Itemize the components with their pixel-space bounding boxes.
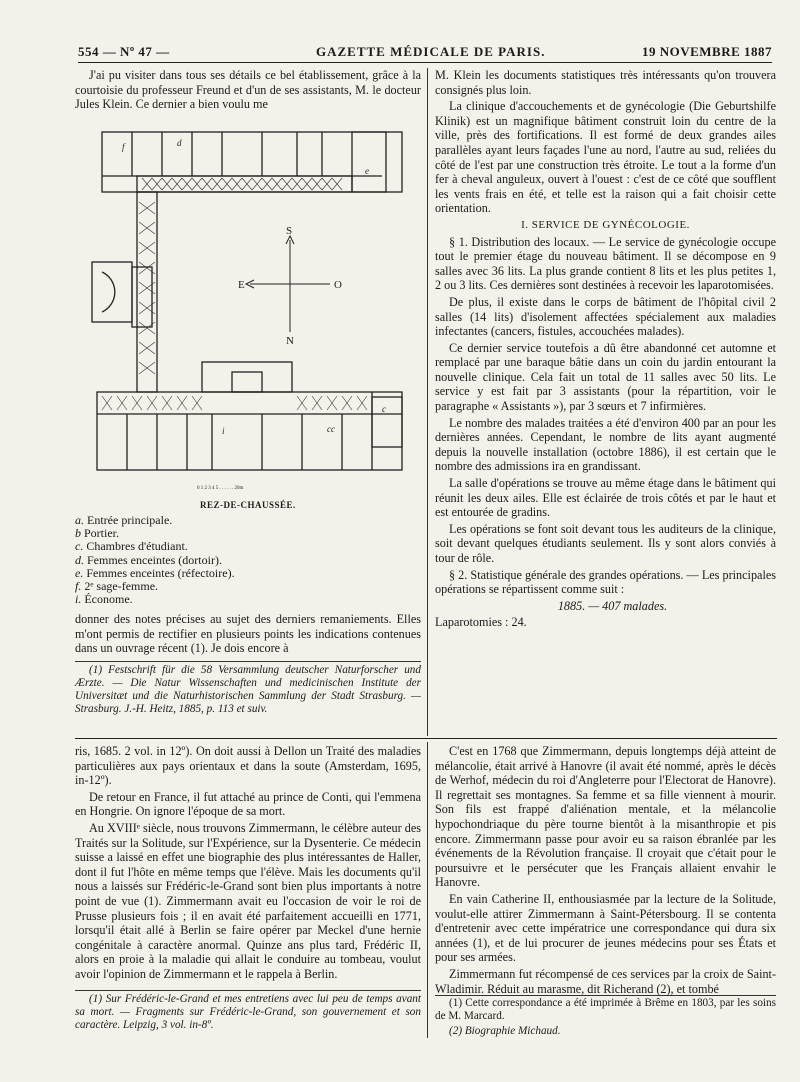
section-title: I. SERVICE DE GYNÉCOLOGIE. [521, 218, 690, 231]
legend-item-f: f. 2ᵉ sage-femme. [75, 579, 159, 594]
bottom-right-footnotes [435, 997, 776, 1040]
tr-paragraph-4: De plus, il existe dans le corps de bâtiment de l'hôpital civil 2 salles (14 lits) d'isolement affectées spécialement aux maladies infectantes (cancers, fistules, accouchées malades). [435, 294, 776, 339]
legend-item-d: d. Femmes enceintes (dortoir). [75, 552, 222, 567]
top-right-column [435, 68, 776, 632]
page-header [78, 42, 772, 64]
stat-1885: 1885. — 407 malades. [557, 598, 668, 613]
top-left-intro [75, 68, 421, 114]
compass-east: E [238, 279, 245, 291]
south-wing [97, 392, 402, 470]
bottom-left-footnote [75, 993, 421, 1034]
footnote-rule-bottom-left [75, 990, 421, 991]
stat-laparotomies: Laparotomies : 24. [435, 615, 527, 630]
compass-south: S [286, 225, 293, 237]
intro-paragraph: J'ai pu visiter dans tous ses détails ce bel établissement, grâce à la courtoisie du professeur Freund et d'un de ses assistants, M. le docteur Jules Klein. Ce dernier a bien voulu me [75, 68, 421, 112]
bl-paragraph-1: ris, 1685. 2 vol. in 12º). On doit aussi à Dellon un Traité des maladies particulières aux pays orientaux et dans la soute (Amsterdam, 1695, in-12º). [75, 744, 421, 788]
plan-scale: 0 1 2 3 4 5 . . . . . . 20m [197, 486, 244, 491]
tr-paragraph-9: § 2. Statistique générale des grandes opérations. — Les principales opérations se répartissent comme suit : [435, 567, 776, 597]
page-number-text: 554 [78, 44, 99, 59]
footnote-rule-top-left [75, 661, 421, 662]
br-footnote-2: (2) Biographie Michaud. [449, 1025, 561, 1037]
plan-caption: REZ-DE-CHAUSSÉE. [200, 500, 296, 510]
footnote-rule-bottom-right [435, 995, 776, 996]
legend-item-i: i. Économe. [75, 592, 133, 607]
tr-paragraph-5: Ce dernier service toutefois a dû être abandonné cet automne et remplacé par une baraque bâtie dans un coin du jardin entourant la nouvelle clinique. Cela fait un total de 11 salles avec 50 lits. Le service y est fait par 3 assistants (pour la répartition, voir le paragraphe « Assistants »), par 3 sœurs et 7 infirmières. [435, 340, 776, 414]
top-left-footnote [75, 664, 421, 718]
plan-label-f: f [122, 142, 125, 152]
br-paragraph-2: En vain Catherine II, enthousiasmée par la lecture de la Solitude, voulut-elle attirer Zimmermann à Saint-Pétersbourg. Il se contenta d'entretenir avec cette impératrice une correspondance qui dura six années (1), et de lui procurer de jeunes médecins pour ses États et pour ses armées. [435, 891, 776, 965]
compass-north: N [286, 335, 294, 347]
legend-item-c: c. Chambres d'étudiant. [75, 539, 188, 554]
compass-west: O [334, 279, 342, 291]
bl-paragraph-2: De retour en France, il fut attaché au prince de Conti, qui l'emmena en Hongrie. On ignore l'époque de sa mort. [75, 789, 421, 819]
top-left-after [75, 612, 421, 658]
tr-paragraph-6: Le nombre des malades traitées a été d'environ 400 par an pour les dernières années. Cependant, le nombre de lits ayant augmenté depuis la nouvelle installation (octobre 1886), il est certain que le nombre des admissions ira en grandissant. [435, 415, 776, 474]
header-rule [78, 62, 772, 63]
tr-paragraph-1: M. Klein les documents statistiques très intéressants qu'on trouvera consignés plus loin. [435, 68, 776, 97]
plan-label-cc: cc [327, 424, 335, 434]
br-paragraph-3: Zimmermann fut récompensé de ces services par la croix de Saint-Wladimir. Réduit au marasme, dit Richerand (2), et tombé [435, 966, 776, 996]
bl-paragraph-3: Au XVIIIᵉ siècle, nous trouvons Zimmermann, le célèbre auteur des Traités sur la Solitude, sur l'Expérience, sur la Dysenterie. Ce médecin suisse a laissé en effet une biographie des plus intéressantes de Haller, dont il fut l'hôte en même temps que l'élève. Mais les documents qu'il nous a laissés sur Frédéric-le-Grand sont bien plus importants à notre point de vue (1). Zimmermann avait eu l'occasion de voir le roi de Prusse plusieurs fois ; il en avait été parfaitement accueilli en 1771, lorsqu'il était allé à Berlin se faire opérer par Meckel d'une hernie congénitale à caractère anormal. Quinze ans plus tard, Frédéric II, alors en proie à la maladie qui allait le conduire au tombeau, voulut avoir l'opinion de Zimmermann et le rappela à Berlin. [75, 820, 421, 981]
tr-paragraph-8: Les opérations se font soit devant tous les auditeurs de la clinique, soit devant quelques étudiants seulement. Ils y sont alors conviés à tour de rôle. [435, 521, 776, 565]
floor-plan [82, 122, 422, 502]
plan-label-d: d [177, 138, 182, 148]
footnote-text: (1) Festschrift für die 58 Versammlung deutscher Naturforscher und Ærzte. — Die Natur Wissenschaften und medicinischen Institute der Universitæt und die Naturhistorischen Sammlung der Stadt Strasburg. — Strasburg. J.-H. Heitz, 1885, p. 113 et suiv. [75, 664, 421, 715]
connector-wing [137, 192, 157, 392]
plan-label-e: e [365, 166, 369, 176]
br-footnote-1: (1) Cette correspondance a été imprimée à Brême en 1803, par les soins de M. Marcard. [435, 997, 776, 1022]
issue-date: 19 NOVEMBRE 1887 [641, 44, 772, 59]
tr-paragraph-2: La clinique d'accouchements et de gynécologie (Die Geburtshilfe Klinik) est un magnifique bâtiment construit loin du centre de la ville, près des fortifications. Il est formé de deux grandes ailes parallèles ayant leurs façades l'une au nord, l'autre au sud, reliées du côté de l'est par une construction très étroite. Le tout a la forme d'un fer à cheval anguleux, ouvert à l'ouest : c'est de ce côté que soufflent les vents frais en été, et telle est la raison qui a fait choisir cette orientation. [435, 99, 776, 216]
north-wing [102, 132, 402, 192]
bl-footnote: (1) Sur Frédéric-le-Grand et mes entretiens avec lui peu de temps avant sa mort. — Fragments sur Frédéric-le-Grand, son gouvernement et son caractère. Leipzig, 3 vol. in-8º. [75, 993, 421, 1031]
legend-item-a: a. Entrée principale. [75, 513, 173, 527]
plan-label-c: c [382, 404, 386, 414]
after-paragraph: donner des notes précises au sujet des derniers remaniements. Elles m'ont permis de rectifier en plusieurs points les indications contenues dans un ouvrage récent (1). Je dois encore à [75, 612, 421, 656]
bottom-right-column [435, 744, 776, 998]
page-number [78, 44, 170, 60]
plan-legend [75, 514, 235, 606]
column-divider-bottom [427, 742, 428, 1038]
tr-paragraph-7: La salle d'opérations se trouve au même étage dans le bâtiment qui réunit les deux ailes. Elle est éclairée de trois côtés et par le haut et est entourée de gradins. [435, 476, 776, 520]
section-separator [75, 738, 777, 739]
br-paragraph-1: C'est en 1768 que Zimmermann, depuis longtemps déjà atteint de mélancolie, était arrivé à Hanovre (il avait été nommé, après le décès de Werhof, médecin du roi d'Angleterre pour l'Electorat de Hanovre). Il regrettait ses montagnes. Sa femme et sa fille viennent à mourir. Son fils est frappé d'aliénation mentale, et la mélancolie hypochondriaque du père tourne bientôt à la misanthropie et pis encore. Zimmermann passe pour avoir eu sa raison ébranlée par les événements de la Révolution française. Il croyait que c'était pour le poursuivre et le persécuter que les Français allaient envahir le Hanovre. [435, 744, 776, 890]
plan-label-i: i [222, 426, 225, 436]
legend-item-e: e. Femmes enceintes (réfectoire). [75, 565, 235, 580]
bottom-left-column [75, 744, 421, 984]
compass-rose [246, 236, 330, 332]
legend-item-b: b Portier. [75, 526, 119, 541]
journal-title: GAZETTE MÉDICALE DE PARIS. [316, 44, 546, 59]
issue-number: — Nº 47 — [102, 44, 170, 59]
tr-paragraph-3: § 1. Distribution des locaux. — Le service de gynécologie occupe tout le premier étage du nouveau bâtiment. Il se décompose en 9 salles avec 36 lits. La plus grande contient 8 lits et les plus petites 1, 2 ou 3 lits. Ces dernières sont destinées à recevoir les laparotomisées. [435, 234, 776, 293]
column-divider-top [427, 68, 428, 736]
